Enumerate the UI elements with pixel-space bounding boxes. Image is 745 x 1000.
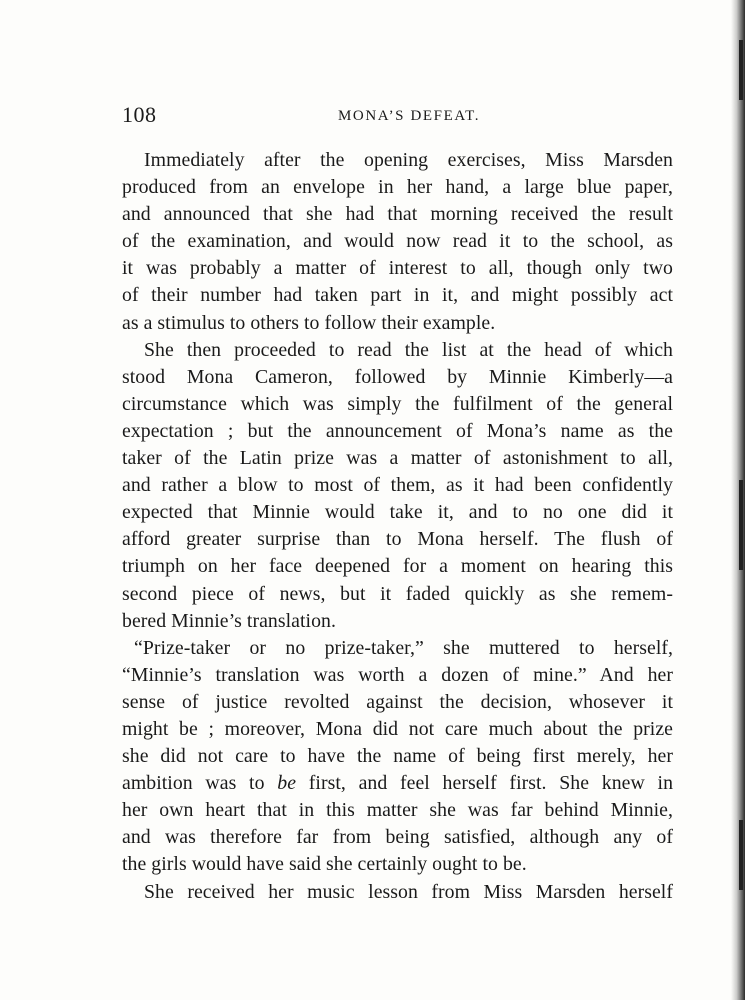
text-line: and announced that she had that morning received the result [122, 203, 673, 226]
page-edge-mark [739, 820, 743, 890]
text-line: taker of the Latin prize was a matter of astonishment to all, [122, 447, 673, 470]
page-number: 108 [122, 102, 157, 127]
page-header [122, 102, 673, 130]
text-line: She then proceeded to read the list at the head of which [144, 338, 673, 361]
page-edge-mark [739, 40, 743, 100]
text-line: of the examination, and would now read it to the school, as [122, 230, 673, 253]
text-line: might be ; moreover, Mona did not care much about the prize [122, 717, 673, 740]
text-line: it was probably a matter of interest to all, though only two [122, 257, 673, 280]
text-line: expected that Minnie would take it, and to no one did it [122, 501, 673, 524]
body-text [122, 147, 673, 906]
emphasis-word: be [277, 772, 297, 795]
text-line: Immediately after the opening exercises, Miss Marsden [144, 149, 673, 171]
text-line: she did not care to have the name of being first merely, her [122, 745, 673, 768]
text-line: bered Minnie’s translation. [122, 609, 336, 632]
text-line: She received her music lesson from Miss Marsden herself [144, 880, 673, 903]
text-span: first, and feel herself first. She knew in [308, 772, 674, 795]
text-line: produced from an envelope in her hand, a large blue paper, [122, 176, 673, 199]
text-line: the girls would have said she certainly ought to be. [122, 853, 527, 876]
text-line: and was therefore far from being satisfied, although any of [122, 826, 673, 849]
text-line: stood Mona Cameron, followed by Minnie Kimberly—a [122, 365, 673, 388]
text-line: of their number had taken part in it, and might possibly act [122, 284, 673, 307]
text-span: ambition was to [122, 772, 265, 795]
text-line: “Prize-taker or no prize-taker,” she muttered to herself, [134, 636, 673, 659]
page-edge-mark [739, 480, 743, 570]
text-line: her own heart that in this matter she was far behind Minnie, [122, 799, 673, 822]
text-line: sense of justice revolted against the decision, whosever it [122, 690, 673, 713]
text-line: second piece of news, but it faded quickly as she remem- [122, 582, 673, 605]
text-line: afford greater surprise than to Mona herself. The flush of [122, 528, 673, 551]
text-line: and rather a blow to most of them, as it had been confidently [122, 474, 673, 497]
text-line: circumstance which was simply the fulfilment of the general [122, 392, 673, 415]
text-line: “Minnie’s translation was worth a dozen of mine.” And her [122, 663, 673, 686]
text-line-with-emphasis [122, 770, 673, 797]
text-line: as a stimulus to others to follow their example. [122, 311, 496, 334]
text-line: triumph on her face deepened for a moment on hearing this [122, 555, 673, 578]
running-head: MONA’S DEFEAT. [338, 108, 481, 124]
text-line: expectation ; but the announcement of Mona’s name as the [122, 419, 673, 442]
